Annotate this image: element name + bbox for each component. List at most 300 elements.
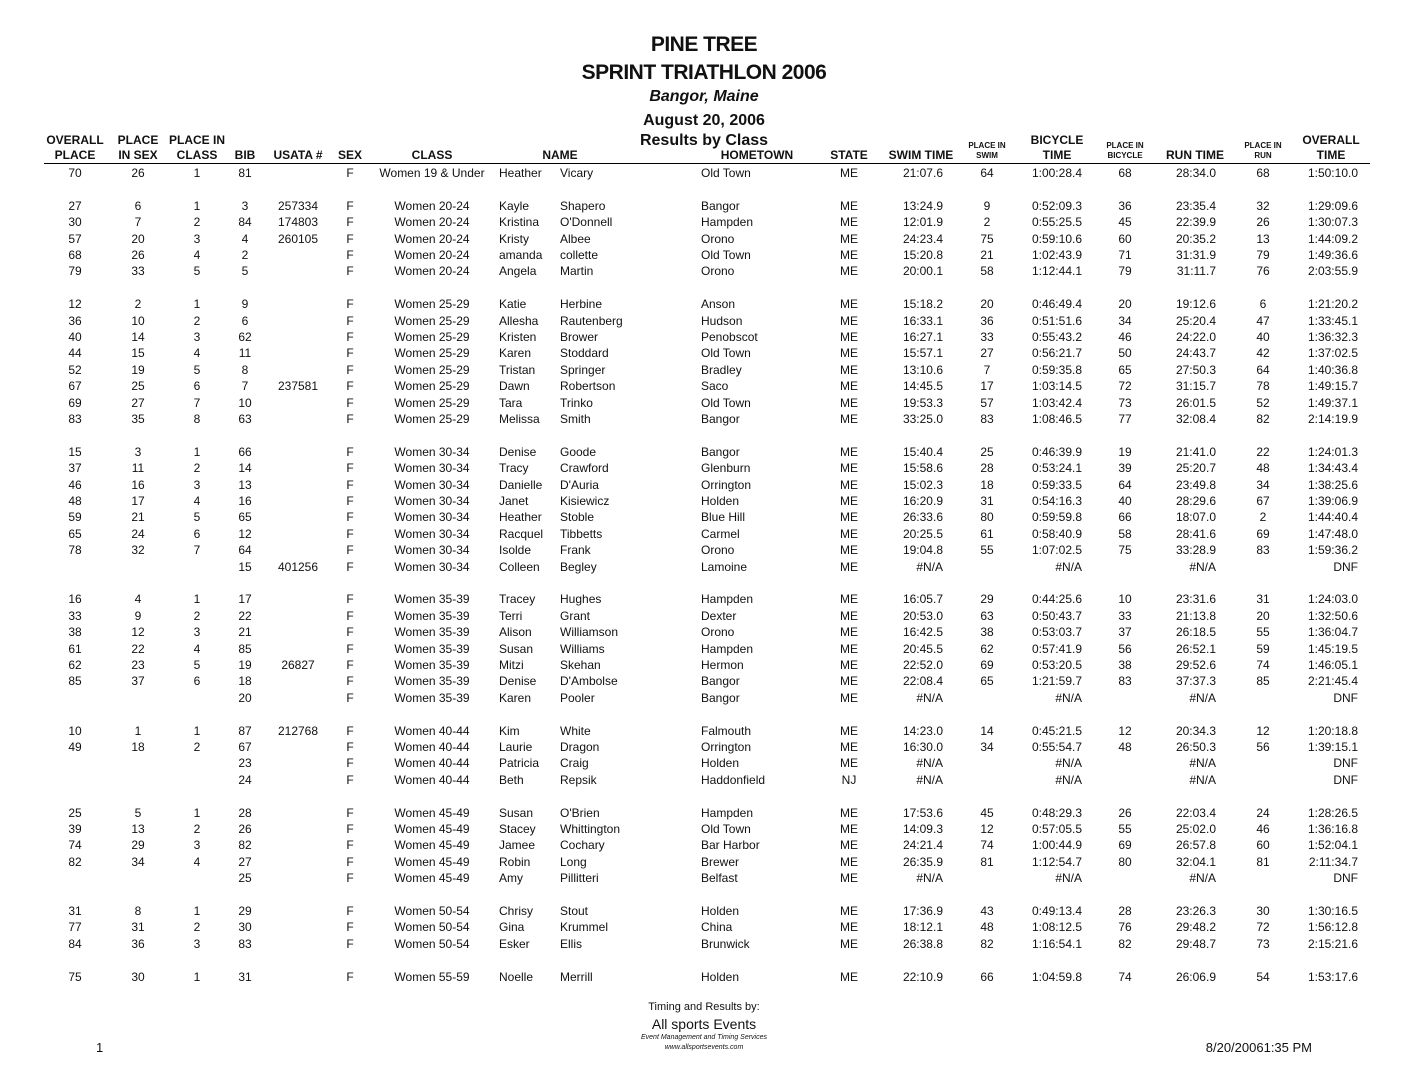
cell-place-in-run: 78 xyxy=(1256,379,1270,394)
cell-sex: F xyxy=(346,346,354,361)
cell-place-in-class: 4 xyxy=(193,854,201,869)
cell-overall-place: 38 xyxy=(68,625,82,640)
cell-overall-place: 85 xyxy=(68,674,82,689)
cell-bib: 24 xyxy=(238,772,252,787)
cell-state: ME xyxy=(840,936,858,951)
group-spacer xyxy=(0,575,1408,591)
cell-overall-place: 61 xyxy=(68,641,82,656)
cell-place-in-swim: 36 xyxy=(980,313,994,328)
cell-class: Women 30-34 xyxy=(394,461,470,476)
cell-run-time: #N/A xyxy=(1189,871,1216,886)
cell-place-in-bicycle: 74 xyxy=(1118,969,1132,984)
cell-hometown: Holden xyxy=(701,494,740,508)
cell-run-time: 28:41.6 xyxy=(1175,526,1216,541)
table-row xyxy=(0,690,1408,706)
cell-first-name: Amy xyxy=(499,871,523,886)
cell-first-name: Mitzi xyxy=(499,658,524,672)
cell-bicycle-time: 1:07:02.5 xyxy=(1031,543,1082,558)
cell-swim-time: 22:52.0 xyxy=(902,658,943,672)
cell-overall-time: 1:39:15.1 xyxy=(1307,740,1358,754)
cell-last-name: Frank xyxy=(560,543,591,558)
cell-state: ME xyxy=(840,674,858,689)
cell-hometown: Bangor xyxy=(701,412,740,426)
cell-place-in-sex: 7 xyxy=(134,215,142,230)
table-row xyxy=(0,755,1408,771)
cell-first-name: Patricia xyxy=(499,756,540,771)
cell-state: ME xyxy=(840,690,858,705)
cell-overall-place: 69 xyxy=(68,395,82,410)
cell-bib: 21 xyxy=(238,625,252,640)
cell-state: ME xyxy=(840,920,858,935)
cell-overall-time: 2:03:55.9 xyxy=(1307,264,1358,279)
cell-sex: F xyxy=(346,936,354,951)
cell-place-in-run: 60 xyxy=(1256,838,1270,853)
cell-hometown: Holden xyxy=(701,904,740,918)
group-spacer xyxy=(0,952,1408,968)
cell-bib: 83 xyxy=(238,936,252,951)
col-overall-place: OVERALL PLACE xyxy=(46,133,104,162)
cell-bicycle-time: #N/A xyxy=(1055,690,1082,705)
cell-class: Women 35-39 xyxy=(394,690,470,705)
cell-place-in-swim: 31 xyxy=(980,494,994,508)
cell-first-name: Tracy xyxy=(499,461,529,476)
cell-class: Women 20-24 xyxy=(394,264,470,279)
cell-hometown: Falmouth xyxy=(701,723,752,738)
cell-run-time: 24:22.0 xyxy=(1175,330,1216,344)
cell-place-in-class: 7 xyxy=(193,543,201,558)
cell-place-in-swim: 81 xyxy=(980,854,994,869)
cell-sex: F xyxy=(346,740,354,754)
cell-place-in-swim: 82 xyxy=(980,936,994,951)
cell-hometown: Glenburn xyxy=(701,461,751,476)
cell-bicycle-time: 0:49:13.4 xyxy=(1031,904,1082,918)
cell-first-name: Beth xyxy=(499,772,524,787)
cell-class: Women 35-39 xyxy=(394,641,470,656)
cell-hometown: Bradley xyxy=(701,362,742,377)
cell-class: Women 50-54 xyxy=(394,904,470,918)
cell-overall-place: 16 xyxy=(68,592,82,607)
cell-place-in-class: 3 xyxy=(193,625,201,640)
cell-place-in-bicycle: 69 xyxy=(1118,838,1132,853)
cell-run-time: 26:52.1 xyxy=(1175,641,1216,656)
cell-run-time: 23:49.8 xyxy=(1175,477,1216,492)
cell-swim-time: 14:45.5 xyxy=(902,379,943,394)
cell-place-in-swim: 12 xyxy=(980,822,994,836)
cell-place-in-class: 3 xyxy=(193,330,201,344)
cell-sex: F xyxy=(346,772,354,787)
cell-swim-time: 16:30.0 xyxy=(902,740,943,754)
cell-class: Women 40-44 xyxy=(394,756,470,771)
cell-swim-time: 16:27.1 xyxy=(902,330,943,344)
group-spacer xyxy=(0,427,1408,443)
table-row xyxy=(0,296,1408,312)
cell-hometown: Hermon xyxy=(701,658,744,672)
cell-bicycle-time: 1:02:43.9 xyxy=(1031,248,1082,262)
cell-bib: 12 xyxy=(238,526,252,541)
cell-place-in-swim: 74 xyxy=(980,838,994,853)
cell-hometown: Bangor xyxy=(701,690,740,705)
cell-place-in-swim: 14 xyxy=(980,723,994,738)
cell-place-in-class: 2 xyxy=(193,920,201,935)
cell-place-in-class: 1 xyxy=(193,805,201,820)
cell-place-in-swim: 45 xyxy=(980,805,994,820)
cell-place-in-run: 34 xyxy=(1256,477,1270,492)
cell-place-in-swim: 7 xyxy=(983,362,991,377)
cell-state: ME xyxy=(840,526,858,541)
cell-hometown: Penobscot xyxy=(701,330,758,344)
cell-overall-place: 10 xyxy=(68,723,82,738)
cell-sex: F xyxy=(346,526,354,541)
cell-overall-time: 1:53:17.6 xyxy=(1307,969,1358,984)
cell-class: Women 30-34 xyxy=(394,526,470,541)
cell-hometown: China xyxy=(701,920,733,935)
title-line-1: PINE TREE xyxy=(650,33,758,56)
table-row xyxy=(0,837,1408,853)
cell-last-name: Martin xyxy=(560,264,594,279)
table-row xyxy=(0,673,1408,689)
cell-last-name: Tibbetts xyxy=(560,526,603,541)
cell-place-in-class: 6 xyxy=(193,674,201,689)
cell-first-name: Kristy xyxy=(499,231,529,246)
table-row xyxy=(0,165,1408,181)
cell-bicycle-time: 0:55:25.5 xyxy=(1031,215,1082,230)
cell-swim-time: 16:42.5 xyxy=(902,625,943,640)
cell-bicycle-time: 1:12:44.1 xyxy=(1031,264,1082,279)
cell-state: ME xyxy=(840,723,858,738)
cell-swim-time: 16:33.1 xyxy=(902,313,943,328)
cell-place-in-class: 3 xyxy=(193,231,201,246)
company-name: All sports Events xyxy=(651,1016,757,1032)
cell-first-name: Allesha xyxy=(499,313,539,328)
cell-place-in-swim: 25 xyxy=(980,444,994,459)
cell-run-time: 21:13.8 xyxy=(1175,608,1216,623)
cell-place-in-run: 74 xyxy=(1256,658,1270,672)
cell-place-in-sex: 29 xyxy=(131,838,145,853)
cell-class: Women 20-24 xyxy=(394,198,470,213)
cell-class: Women 20-24 xyxy=(394,215,470,230)
cell-bicycle-time: 0:55:54.7 xyxy=(1031,740,1082,754)
cell-swim-time: 17:53.6 xyxy=(902,805,943,820)
cell-overall-time: 1:24:03.0 xyxy=(1307,592,1358,607)
cell-hometown: Bangor xyxy=(701,674,740,689)
cell-bib: 31 xyxy=(238,969,252,984)
cell-bicycle-time: 0:44:25.6 xyxy=(1031,592,1082,607)
cell-place-in-run: 85 xyxy=(1256,674,1270,689)
table-row xyxy=(0,362,1408,378)
cell-place-in-swim: 65 xyxy=(980,674,994,689)
cell-bib: 20 xyxy=(238,690,252,705)
cell-swim-time: 15:40.4 xyxy=(902,444,943,459)
cell-bib: 17 xyxy=(238,592,252,607)
cell-sex: F xyxy=(346,248,354,262)
cell-first-name: Alison xyxy=(499,625,532,640)
cell-bib: 65 xyxy=(238,510,252,525)
cell-place-in-run: 6 xyxy=(1259,297,1267,312)
cell-run-time: 24:43.7 xyxy=(1175,346,1216,361)
cell-overall-time: 1:28:26.5 xyxy=(1307,805,1358,820)
cell-sex: F xyxy=(346,166,354,180)
cell-hometown: Hampden xyxy=(701,592,754,607)
table-row xyxy=(0,854,1408,870)
cell-bicycle-time: 1:00:28.4 xyxy=(1031,166,1082,180)
cell-run-time: 29:48.7 xyxy=(1175,936,1216,951)
cell-bib: 85 xyxy=(238,641,252,656)
cell-first-name: Terri xyxy=(499,608,523,623)
cell-first-name: Susan xyxy=(499,641,534,656)
cell-last-name: Kisiewicz xyxy=(560,494,610,508)
cell-usata: 26827 xyxy=(281,658,315,672)
cell-swim-time: #N/A xyxy=(916,756,943,771)
cell-last-name: Williams xyxy=(560,641,605,656)
cell-class: Women 30-34 xyxy=(394,559,470,574)
cell-place-in-class: 1 xyxy=(193,297,201,312)
cell-swim-time: 24:21.4 xyxy=(902,838,943,853)
cell-place-in-swim: 64 xyxy=(980,166,994,180)
cell-place-in-sex: 22 xyxy=(131,641,145,656)
cell-place-in-run: 2 xyxy=(1259,510,1267,525)
cell-bicycle-time: 0:53:20.5 xyxy=(1031,658,1082,672)
cell-place-in-run: 26 xyxy=(1256,215,1270,230)
cell-overall-place: 40 xyxy=(68,330,82,344)
cell-state: ME xyxy=(840,838,858,853)
cell-place-in-run: 79 xyxy=(1256,248,1270,262)
cell-place-in-bicycle: 68 xyxy=(1118,166,1132,180)
cell-sex: F xyxy=(346,822,354,836)
cell-overall-time: 1:33:45.1 xyxy=(1307,313,1358,328)
cell-sex: F xyxy=(346,608,354,623)
cell-sex: F xyxy=(346,395,354,410)
cell-place-in-sex: 3 xyxy=(134,444,142,459)
table-row xyxy=(0,608,1408,624)
cell-class: Women 20-24 xyxy=(394,231,470,246)
cell-run-time: #N/A xyxy=(1189,559,1216,574)
table-row xyxy=(0,395,1408,411)
cell-place-in-run: 81 xyxy=(1256,854,1270,869)
col-overall-time: OVERALL TIME xyxy=(1302,133,1360,162)
cell-hometown: Anson xyxy=(701,297,736,312)
cell-bib: 22 xyxy=(238,608,252,623)
cell-first-name: Robin xyxy=(499,854,531,869)
cell-class: Women 50-54 xyxy=(394,920,470,935)
table-row xyxy=(0,739,1408,755)
cell-overall-time: 1:36:16.8 xyxy=(1307,822,1358,836)
cell-sex: F xyxy=(346,494,354,508)
cell-place-in-sex: 10 xyxy=(131,313,145,328)
cell-overall-place: 74 xyxy=(68,838,82,853)
cell-class: Women 40-44 xyxy=(394,723,470,738)
cell-place-in-bicycle: 33 xyxy=(1118,608,1132,623)
cell-hometown: Hudson xyxy=(701,313,743,328)
cell-hometown: Old Town xyxy=(701,166,751,180)
cell-place-in-bicycle: 46 xyxy=(1118,330,1132,344)
cell-run-time: 37:37.3 xyxy=(1175,674,1216,689)
cell-overall-time: DNF xyxy=(1333,756,1358,771)
cell-swim-time: 19:04.8 xyxy=(902,543,943,558)
cell-last-name: Stoble xyxy=(560,510,595,525)
table-row xyxy=(0,591,1408,607)
cell-hometown: Orrington xyxy=(701,477,752,492)
cell-state: ME xyxy=(840,313,858,328)
cell-overall-place: 77 xyxy=(68,920,82,935)
cell-usata: 212768 xyxy=(277,723,319,738)
cell-hometown: Dexter xyxy=(701,608,737,623)
cell-place-in-class: 5 xyxy=(193,362,201,377)
cell-place-in-swim: 27 xyxy=(980,346,994,361)
table-row xyxy=(0,247,1408,263)
cell-overall-time: DNF xyxy=(1333,559,1358,574)
cell-overall-place: 67 xyxy=(68,379,82,394)
cell-bicycle-time: 0:59:33.5 xyxy=(1031,477,1082,492)
cell-class: Women 45-49 xyxy=(394,805,470,820)
cell-place-in-bicycle: 45 xyxy=(1118,215,1132,230)
cell-run-time: 26:18.5 xyxy=(1175,625,1216,640)
cell-overall-time: 1:49:36.6 xyxy=(1307,248,1358,262)
cell-bib: 66 xyxy=(238,444,252,459)
cell-place-in-run: 22 xyxy=(1256,444,1270,459)
col-class: CLASS xyxy=(411,148,453,162)
cell-place-in-class: 3 xyxy=(193,838,201,853)
cell-bicycle-time: 0:45:21.5 xyxy=(1031,723,1082,738)
cell-place-in-sex: 33 xyxy=(131,264,145,279)
cell-swim-time: 17:36.9 xyxy=(902,904,943,918)
cell-last-name: Skehan xyxy=(560,658,601,672)
cell-hometown: Orono xyxy=(701,231,735,246)
cell-bicycle-time: 0:52:09.3 xyxy=(1031,198,1082,213)
cell-swim-time: 18:12.1 xyxy=(902,920,943,935)
cell-place-in-swim: 69 xyxy=(980,658,994,672)
cell-bib: 6 xyxy=(241,313,249,328)
cell-last-name: Craig xyxy=(560,756,589,771)
cell-class: Women 25-29 xyxy=(394,346,470,361)
cell-overall-place: 37 xyxy=(68,461,82,476)
cell-last-name: O'Donnell xyxy=(560,215,613,230)
cell-class: Women 25-29 xyxy=(394,313,470,328)
cell-overall-time: DNF xyxy=(1333,772,1358,787)
cell-class: Women 25-29 xyxy=(394,362,470,377)
cell-place-in-swim: 58 xyxy=(980,264,994,279)
cell-overall-time: 1:30:07.3 xyxy=(1307,215,1358,230)
cell-bicycle-time: 0:54:16.3 xyxy=(1031,494,1082,508)
table-row xyxy=(0,641,1408,657)
cell-swim-time: 26:33.6 xyxy=(902,510,943,525)
col-place-in-swim: PLACE IN SWIM xyxy=(968,141,1006,160)
cell-hometown: Lamoine xyxy=(701,559,748,574)
cell-hometown: Old Town xyxy=(701,346,751,361)
cell-place-in-sex: 8 xyxy=(134,904,142,918)
cell-usata: 401256 xyxy=(277,559,319,574)
cell-place-in-class: 2 xyxy=(193,822,201,836)
cell-overall-time: 1:29:09.6 xyxy=(1307,198,1358,213)
cell-run-time: 29:52.6 xyxy=(1175,658,1216,672)
table-row xyxy=(0,198,1408,214)
cell-place-in-class: 2 xyxy=(193,313,201,328)
cell-run-time: 33:28.9 xyxy=(1175,543,1216,558)
col-run-time: RUN TIME xyxy=(1166,148,1224,162)
cell-place-in-swim: 38 xyxy=(980,625,994,640)
group-spacer xyxy=(0,280,1408,296)
cell-overall-place: 31 xyxy=(68,904,82,918)
cell-place-in-sex: 5 xyxy=(134,805,142,820)
cell-overall-time: 2:11:34.7 xyxy=(1308,854,1358,869)
cell-state: ME xyxy=(840,346,858,361)
cell-overall-place: 82 xyxy=(68,854,82,869)
cell-bicycle-time: 1:03:42.4 xyxy=(1031,395,1082,410)
cell-overall-time: 2:14:19.9 xyxy=(1307,412,1358,426)
cell-overall-time: 1:46:05.1 xyxy=(1307,658,1358,672)
cell-run-time: 25:20.7 xyxy=(1175,461,1216,476)
cell-hometown: Old Town xyxy=(701,248,751,262)
cell-hometown: Orrington xyxy=(701,740,752,754)
cell-sex: F xyxy=(346,379,354,394)
cell-sex: F xyxy=(346,231,354,246)
cell-place-in-swim: 17 xyxy=(980,379,994,394)
cell-place-in-run: 72 xyxy=(1256,920,1270,935)
cell-overall-place: 62 xyxy=(68,658,82,672)
cell-swim-time: 20:00.1 xyxy=(902,264,943,279)
cell-place-in-class: 2 xyxy=(193,215,201,230)
cell-bib: 87 xyxy=(238,723,252,738)
cell-last-name: O'Brien xyxy=(560,805,600,820)
cell-overall-time: 1:59:36.2 xyxy=(1307,543,1358,558)
cell-swim-time: 21:07.6 xyxy=(902,166,943,180)
cell-sex: F xyxy=(346,444,354,459)
cell-sex: F xyxy=(346,362,354,377)
cell-place-in-bicycle: 56 xyxy=(1118,641,1132,656)
cell-bib: 25 xyxy=(238,871,252,886)
cell-overall-time: 1:30:16.5 xyxy=(1307,904,1358,918)
cell-bib: 3 xyxy=(241,198,249,213)
cell-run-time: 29:48.2 xyxy=(1175,920,1216,935)
cell-place-in-swim: 55 xyxy=(980,543,994,558)
cell-swim-time: 20:25.5 xyxy=(902,526,943,541)
cell-sex: F xyxy=(346,674,354,689)
cell-state: ME xyxy=(840,592,858,607)
cell-place-in-swim: 34 xyxy=(980,740,994,754)
cell-place-in-sex: 25 xyxy=(131,379,145,394)
cell-last-name: White xyxy=(560,723,591,738)
cell-place-in-bicycle: 76 xyxy=(1118,920,1132,935)
cell-overall-time: DNF xyxy=(1333,690,1358,705)
cell-sex: F xyxy=(346,969,354,984)
table-row xyxy=(0,919,1408,935)
cell-bib: 19 xyxy=(238,658,252,672)
cell-place-in-bicycle: 10 xyxy=(1118,592,1132,607)
cell-swim-time: 24:23.4 xyxy=(902,231,943,246)
cell-state: ME xyxy=(840,231,858,246)
cell-sex: F xyxy=(346,658,354,672)
timing-credit: Timing and Results by: xyxy=(648,1001,760,1013)
cell-first-name: Stacey xyxy=(499,822,536,836)
cell-last-name: collette xyxy=(560,248,599,262)
cell-place-in-bicycle: 66 xyxy=(1118,510,1132,525)
cell-place-in-swim: 83 xyxy=(980,412,994,426)
cell-overall-place: 52 xyxy=(68,362,82,377)
cell-class: Women 20-24 xyxy=(394,248,470,262)
cell-first-name: Kayle xyxy=(499,198,530,213)
col-place-in-sex: PLACE IN SEX xyxy=(117,133,159,162)
cell-overall-place: 78 xyxy=(68,543,82,558)
table-row xyxy=(0,772,1408,788)
cell-first-name: Dawn xyxy=(499,379,530,394)
cell-class: Women 35-39 xyxy=(394,592,470,607)
cell-class: Women 30-34 xyxy=(394,444,470,459)
cell-overall-time: 1:20:18.8 xyxy=(1307,723,1358,738)
cell-bib: 14 xyxy=(238,461,252,476)
cell-overall-time: 1:38:25.6 xyxy=(1307,477,1358,492)
cell-class: Women 45-49 xyxy=(394,871,470,886)
cell-place-in-bicycle: 73 xyxy=(1118,395,1132,410)
col-usata: USATA # xyxy=(273,148,323,162)
